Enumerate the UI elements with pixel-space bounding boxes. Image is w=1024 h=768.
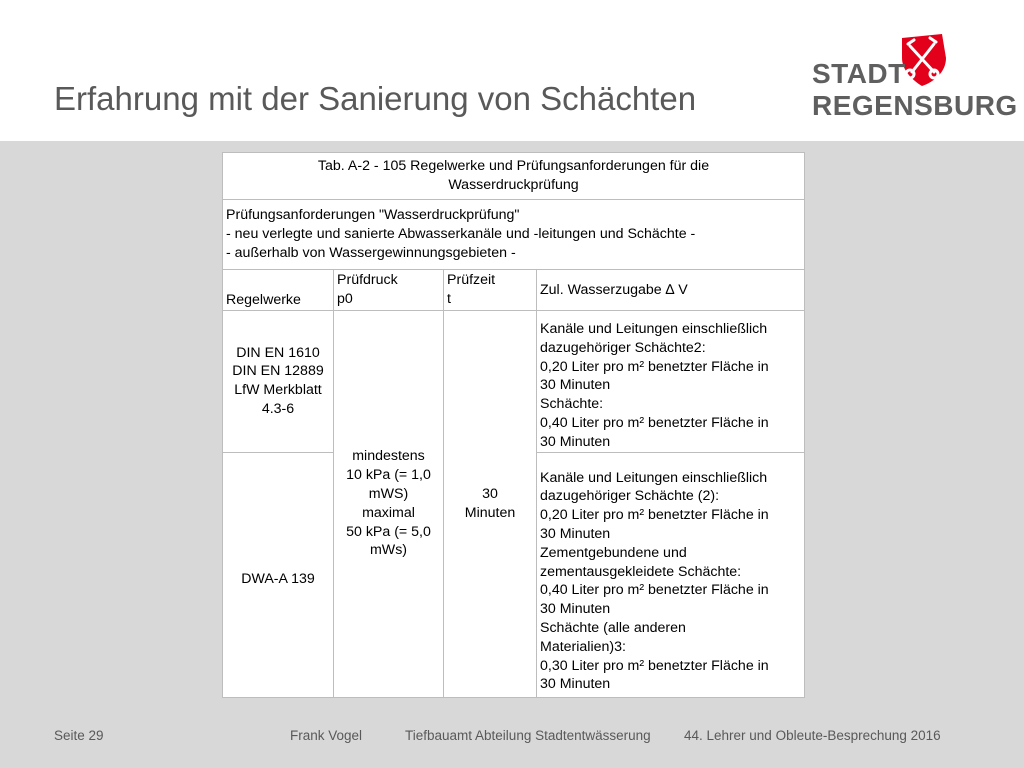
pruefdruck-line: mindestens [352, 448, 425, 465]
wasserzugabe-line: 30 Minuten [540, 377, 611, 394]
logo-text-stadt: STADT [812, 58, 906, 89]
wasserzugabe-line: Kanäle und Leitungen einschließlich [540, 321, 768, 337]
footer-department: Tiefbauamt Abteilung Stadtentwässerung [405, 728, 651, 743]
caption-line: Tab. A-2 - 105 Regelwerke und Prüfungsanforderungen für die [317, 158, 710, 175]
requirements-line: Prüfungsanforderungen "Wasserdruckprüfung" [226, 207, 520, 224]
row-1-wasserzugabe [537, 311, 805, 453]
wasserzugabe-line: dazugehöriger Schächte2: [540, 339, 706, 356]
header-pruefzeit [444, 270, 537, 311]
wasserzugabe-line: 30 Minuten [540, 433, 611, 450]
wasserzugabe-line: dazugehöriger Schächte (2): [540, 488, 720, 505]
wasserzugabe-line: Kanäle und Leitungen einschließlich [540, 469, 768, 486]
pruefdruck-line: maximal [362, 504, 415, 521]
footer-event: 44. Lehrer und Obleute-Besprechung 2016 [684, 728, 941, 743]
wasserzugabe-line: 0,40 Liter pro m² benetzter Fläche in [540, 414, 769, 431]
pruefdruck-line: mWS) [368, 485, 409, 502]
wasserzugabe-line: 0,40 Liter pro m² benetzter Fläche in [540, 582, 769, 599]
row-1-regelwerke [223, 311, 334, 453]
wasserzugabe-line: Materialien)3: [540, 638, 626, 655]
footer-page-number: Seite 29 [54, 728, 104, 743]
header-pruefdruck-line1: Prüfdruck [337, 272, 398, 289]
wasserzugabe-line: 0,20 Liter pro m² benetzter Fläche in [540, 358, 769, 375]
regelwerk-line: 4.3-6 [261, 401, 295, 418]
row-2-wasserzugabe [537, 452, 805, 697]
requirements-line: - außerhalb von Wassergewinnungsgebieten - [226, 244, 516, 261]
header-regelwerke: Regelwerke [223, 270, 334, 311]
pruefzeit-value [444, 311, 537, 698]
requirements-cell [223, 200, 805, 270]
header-pruefdruck [334, 270, 444, 311]
pruefzeit-line: 30 [482, 485, 498, 502]
pruefdruck-line: 10 kPa (= 1,0 [346, 467, 431, 484]
caption-line: Wasserdruckprüfung [448, 177, 579, 193]
pruefzeit-line: Minuten [464, 504, 516, 521]
regelwerk-line: DIN EN 1610 [236, 344, 320, 361]
pruefdruck-value [334, 311, 444, 698]
wasserzugabe-line: 30 Minuten [540, 525, 611, 542]
header-pruefzeit-line1: Prüfzeit [447, 272, 496, 289]
slide-title: Erfahrung mit der Sanierung von Schächten [54, 80, 697, 117]
requirements-table [222, 152, 805, 698]
header-wasserzugabe: Zul. Wasserzugabe ∆ V [537, 270, 805, 311]
regelwerk-line: LfW Merkblatt [234, 382, 322, 399]
footer-author: Frank Vogel [290, 728, 363, 743]
wasserzugabe-line: 0,30 Liter pro m² benetzter Fläche in [540, 657, 769, 674]
wasserzugabe-line: 30 Minuten [540, 601, 611, 618]
slide-header [0, 0, 1024, 141]
wasserzugabe-line: Zementgebundene und [540, 544, 687, 561]
table-caption [223, 153, 805, 200]
pruefdruck-line: 50 kPa (= 5,0 [346, 523, 431, 540]
wasserzugabe-line: 0,20 Liter pro m² benetzter Fläche in [540, 507, 769, 524]
logo-text-regensburg: REGENSBURG [812, 90, 1018, 121]
wasserzugabe-line: Schächte (alle anderen [540, 619, 686, 636]
wasserzugabe-line: Schächte: [540, 396, 604, 413]
pruefdruck-line: mWs) [369, 542, 408, 559]
header-pruefdruck-line2: p0 [337, 291, 353, 307]
row-2-regelwerke [223, 452, 334, 697]
requirements-line: - neu verlegte und sanierte Abwasserkanäle und -leitungen und Schächte - [226, 226, 696, 243]
wasserzugabe-line: zementausgekleidete Schächte: [540, 563, 742, 580]
header-pruefzeit-line2: t [447, 291, 451, 307]
regelwerk-line: DIN EN 12889 [232, 363, 324, 380]
stadt-regensburg-logo [808, 32, 1018, 122]
regelwerk-line: DWA-A 139 [241, 570, 315, 587]
wasserzugabe-line: 30 Minuten [540, 676, 611, 693]
